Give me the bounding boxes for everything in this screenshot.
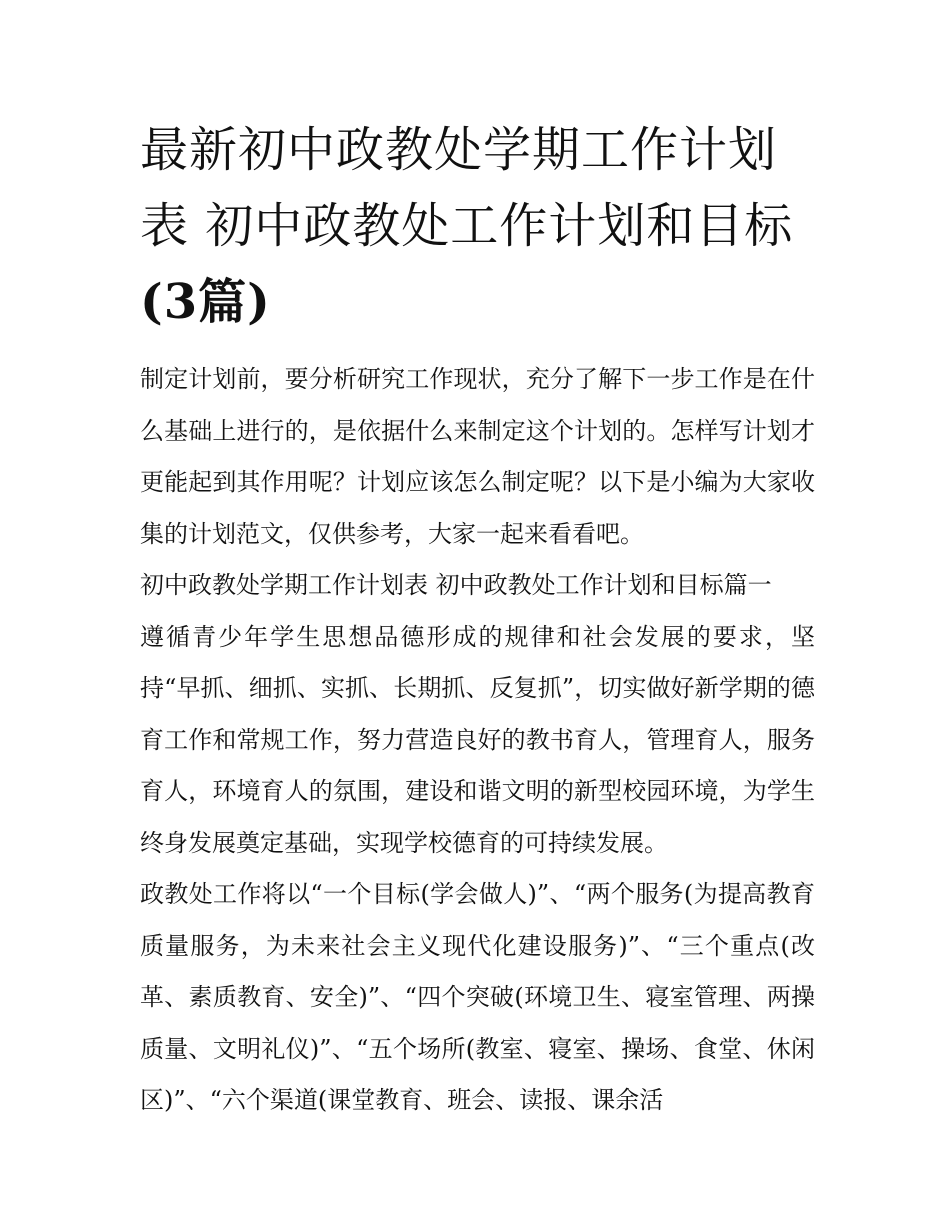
- body-paragraph: 遵循青少年学生思想品德形成的规律和社会发展的要求，坚持“早抓、细抓、实抓、长期抓、反复抓”，切实做好新学期的德育工作和常规工作，努力营造良好的教书育人，管理育人，服务育人，环境育人的氛围，建设和谐文明的新型校园环境，为学生终身发展奠定基础，实现学校德育的可持续发展。: [140, 622, 815, 857]
- body-paragraph: 政教处工作将以“一个目标(学会做人)”、“两个服务(为提高教育质量服务，为未来社会主义现代化建设服务)”、“三个重点(改革、素质教育、安全)”、“四个突破(环境卫生、寝室管理、两操质量、文明礼仪)”、“五个场所(教室、寝室、操场、食堂、休闲区)”、“六个渠道(课堂教育、班会、读报、课余活: [140, 880, 815, 1114]
- document-title-main: 最新初中政教处学期工作计划表 初中政教处工作计划和目标: [140, 122, 794, 254]
- intro-paragraph: 制定计划前，要分析研究工作现状，充分了解下一步工作是在什么基础上进行的，是依据什么来制定这个计划的。怎样写计划才更能起到其作用呢？计划应该怎么制定呢？以下是小编为大家收集的计划范文，仅供参考，大家一起来看看吧。: [140, 365, 815, 548]
- document-page: [140, 112, 815, 1127]
- section-heading: 初中政教处学期工作计划表 初中政教处工作计划和目标篇一: [140, 571, 772, 599]
- document-title-count: (3篇): [140, 274, 271, 330]
- document-title: [140, 112, 815, 340]
